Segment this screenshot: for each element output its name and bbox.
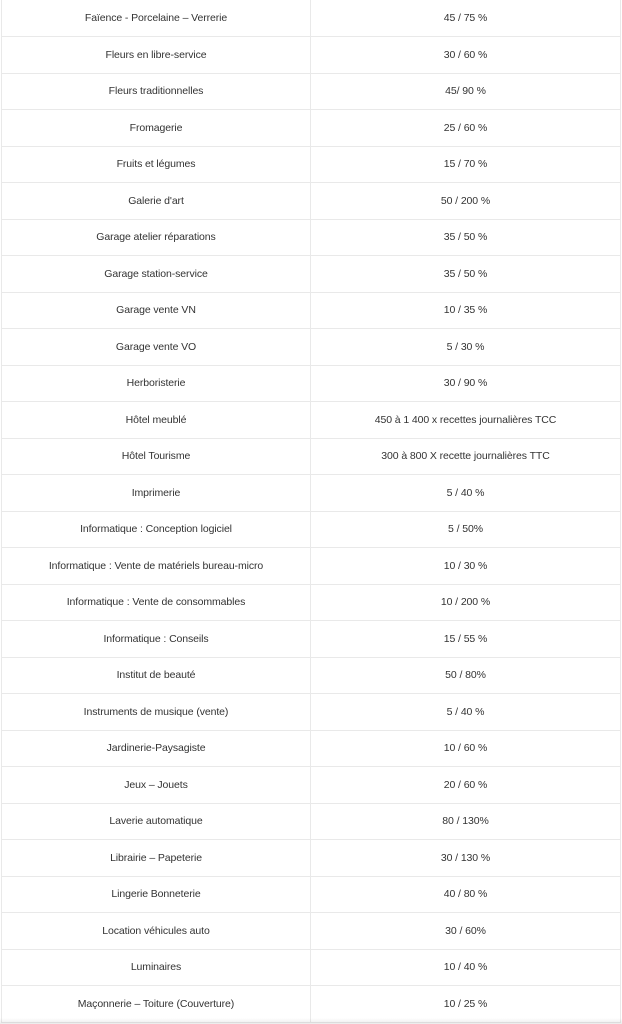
- table-row: [2, 657, 621, 694]
- activity-cell: Jardinerie-Paysagiste: [2, 730, 311, 767]
- table-row: [2, 73, 621, 110]
- ratio-cell: 80 / 130%: [311, 803, 621, 840]
- ratio-cell: 20 / 60 %: [311, 767, 621, 804]
- ratio-cell: 35 / 50 %: [311, 256, 621, 293]
- activity-cell: Fromagerie: [2, 110, 311, 147]
- ratio-cell: 15 / 55 %: [311, 621, 621, 658]
- activity-cell: Faïence - Porcelaine – Verrerie: [2, 0, 311, 37]
- table-row: [2, 292, 621, 329]
- ratio-cell: 10 / 200 %: [311, 584, 621, 621]
- activity-cell: Informatique : Conseils: [2, 621, 311, 658]
- table-row: [2, 840, 621, 877]
- activity-cell: Informatique : Vente de matériels bureau-micro: [2, 548, 311, 585]
- ratio-cell: 5 / 40 %: [311, 694, 621, 731]
- activity-cell: Institut de beauté: [2, 657, 311, 694]
- ratio-cell: 35 / 50 %: [311, 219, 621, 256]
- table-row: [2, 183, 621, 220]
- table-row: [2, 986, 621, 1023]
- ratio-cell: 30 / 90 %: [311, 365, 621, 402]
- activity-cell: Luminaires: [2, 949, 311, 986]
- activity-cell: Fruits et légumes: [2, 146, 311, 183]
- activity-cell: Hôtel meublé: [2, 402, 311, 439]
- ratio-cell: 300 à 800 X recette journalières TTC: [311, 438, 621, 475]
- ratio-cell: 45 / 75 %: [311, 0, 621, 37]
- ratio-cell: 450 à 1 400 x recettes journalières TCC: [311, 402, 621, 439]
- ratio-cell: 40 / 80 %: [311, 876, 621, 913]
- table-row: [2, 767, 621, 804]
- ratio-cell: 30 / 60 %: [311, 37, 621, 74]
- table-row: [2, 37, 621, 74]
- table-row: [2, 694, 621, 731]
- ratio-cell: 15 / 70 %: [311, 146, 621, 183]
- activity-cell: Librairie – Papeterie: [2, 840, 311, 877]
- ratio-cell: 5 / 50%: [311, 511, 621, 548]
- table-row: [2, 730, 621, 767]
- ratio-cell: 5 / 40 %: [311, 475, 621, 512]
- activity-cell: Imprimerie: [2, 475, 311, 512]
- table-row: [2, 365, 621, 402]
- ratio-cell: 10 / 30 %: [311, 548, 621, 585]
- table-row: [2, 876, 621, 913]
- ratio-cell: 50 / 80%: [311, 657, 621, 694]
- table-row: [2, 949, 621, 986]
- ratio-cell: 50 / 200 %: [311, 183, 621, 220]
- ratio-cell: 10 / 60 %: [311, 730, 621, 767]
- ratio-cell: 30 / 60%: [311, 913, 621, 950]
- table-row: [2, 584, 621, 621]
- ratio-cell: 10 / 35 %: [311, 292, 621, 329]
- table-body: [2, 0, 621, 1022]
- activity-cell: Herboristerie: [2, 365, 311, 402]
- ratio-cell: 45/ 90 %: [311, 73, 621, 110]
- activity-cell: Galerie d'art: [2, 183, 311, 220]
- table-row: [2, 913, 621, 950]
- valuation-table-container: [1, 0, 620, 1023]
- table-row: [2, 329, 621, 366]
- table-row: [2, 110, 621, 147]
- activity-cell: Garage atelier réparations: [2, 219, 311, 256]
- table-row: [2, 146, 621, 183]
- activity-cell: Fleurs en libre-service: [2, 37, 311, 74]
- activity-cell: Jeux – Jouets: [2, 767, 311, 804]
- activity-cell: Garage station-service: [2, 256, 311, 293]
- table-row: [2, 438, 621, 475]
- table-row: [2, 402, 621, 439]
- activity-cell: Informatique : Vente de consommables: [2, 584, 311, 621]
- activity-cell: Laverie automatique: [2, 803, 311, 840]
- activity-cell: Instruments de musique (vente): [2, 694, 311, 731]
- ratio-cell: 30 / 130 %: [311, 840, 621, 877]
- ratio-cell: 10 / 25 %: [311, 986, 621, 1023]
- table-row: [2, 256, 621, 293]
- activity-cell: Garage vente VN: [2, 292, 311, 329]
- activity-cell: Lingerie Bonneterie: [2, 876, 311, 913]
- ratio-cell: 10 / 40 %: [311, 949, 621, 986]
- table-row: [2, 475, 621, 512]
- table-row: [2, 803, 621, 840]
- scroll-edge-shadow: [0, 1018, 622, 1024]
- table-row: [2, 548, 621, 585]
- activity-cell: Garage vente VO: [2, 329, 311, 366]
- ratio-cell: 5 / 30 %: [311, 329, 621, 366]
- activity-cell: Hôtel Tourisme: [2, 438, 311, 475]
- table-row: [2, 219, 621, 256]
- activity-cell: Fleurs traditionnelles: [2, 73, 311, 110]
- activity-cell: Informatique : Conception logiciel: [2, 511, 311, 548]
- ratio-cell: 25 / 60 %: [311, 110, 621, 147]
- activity-cell: Location véhicules auto: [2, 913, 311, 950]
- activity-cell: Maçonnerie – Toiture (Couverture): [2, 986, 311, 1023]
- table-row: [2, 621, 621, 658]
- table-row: [2, 511, 621, 548]
- valuation-table: [1, 0, 621, 1023]
- table-row: [2, 0, 621, 37]
